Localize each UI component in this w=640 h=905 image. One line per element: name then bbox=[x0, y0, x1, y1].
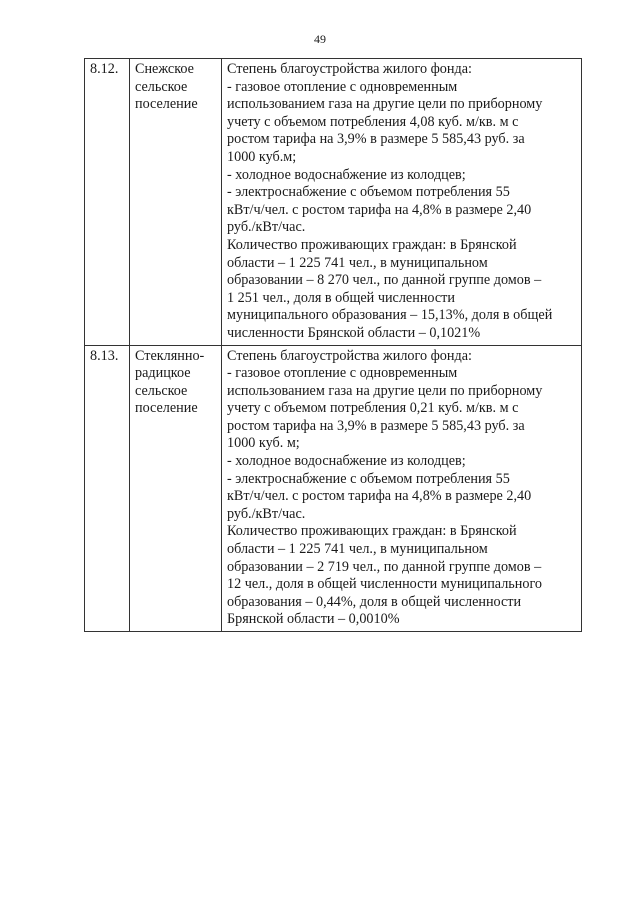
description-line: - электроснабжение с объемом потребления 55 bbox=[227, 470, 510, 487]
table-row bbox=[85, 59, 582, 346]
description-line: образовании – 2 719 чел., по данной группе домов – bbox=[227, 558, 542, 575]
description-line: ростом тарифа на 3,9% в размере 5 585,43 руб. за bbox=[227, 417, 525, 434]
description-line: - газовое отопление с одновременным bbox=[227, 78, 458, 95]
description-line: учету с объемом потребления 0,21 куб. м/кв. м с bbox=[227, 400, 519, 417]
table-row bbox=[85, 345, 582, 632]
description-line: ростом тарифа на 3,9% в размере 5 585,43 руб. за bbox=[227, 131, 525, 148]
settlement-name-line: поселение bbox=[135, 400, 198, 417]
description-cell bbox=[222, 59, 582, 346]
row-number: 8.13. bbox=[90, 347, 119, 364]
description-line: кВт/ч/чел. с ростом тарифа на 4,8% в размере 2,40 bbox=[227, 201, 532, 218]
settlement-name-line: сельское bbox=[135, 382, 188, 399]
settlement-name-line: Стеклянно- bbox=[135, 347, 205, 364]
description-line: области – 1 225 741 чел., в муниципальном bbox=[227, 254, 488, 271]
description-line: области – 1 225 741 чел., в муниципальном bbox=[227, 541, 488, 558]
description-line: 12 чел., доля в общей численности муниципального bbox=[227, 576, 543, 593]
description-line: 1000 куб. м; bbox=[227, 435, 300, 452]
description-line: руб./кВт/час. bbox=[227, 219, 306, 236]
settlements-table bbox=[84, 58, 582, 632]
row-number: 8.12. bbox=[90, 61, 119, 77]
description-line: Количество проживающих граждан: в Брянской bbox=[227, 523, 517, 540]
description-line: - электроснабжение с объемом потребления 55 bbox=[227, 184, 510, 201]
settlement-name-cell bbox=[130, 59, 222, 346]
description-line: - холодное водоснабжение из колодцев; bbox=[227, 453, 466, 470]
settlement-name-line: Снежское bbox=[135, 61, 194, 77]
description-line: руб./кВт/час. bbox=[227, 505, 306, 522]
table-body bbox=[85, 59, 582, 632]
settlement-name-line: радицкое bbox=[135, 365, 191, 382]
row-number-cell bbox=[85, 345, 130, 632]
description-line: учету с объемом потребления 4,08 куб. м/кв. м с bbox=[227, 113, 519, 130]
settlement-name-line: сельское bbox=[135, 78, 188, 95]
description-line: кВт/ч/чел. с ростом тарифа на 4,8% в размере 2,40 bbox=[227, 488, 532, 505]
settlement-name-line: поселение bbox=[135, 96, 198, 113]
row-number-cell bbox=[85, 59, 130, 346]
description-line: Количество проживающих граждан: в Брянской bbox=[227, 236, 517, 253]
settlement-name-cell bbox=[130, 345, 222, 632]
description-line: Степень благоустройства жилого фонда: bbox=[227, 347, 472, 364]
description-line: численности Брянской области – 0,1021% bbox=[227, 324, 481, 341]
description-line: образовании – 8 270 чел., по данной группе домов – bbox=[227, 272, 542, 289]
description-line: 1000 куб.м; bbox=[227, 148, 297, 165]
description-line: 1 251 чел., доля в общей численности bbox=[227, 289, 455, 306]
description-cell bbox=[222, 345, 582, 632]
description-line: использованием газа на другие цели по приборному bbox=[227, 96, 543, 113]
description-line: муниципального образования – 15,13%, доля в общей bbox=[227, 307, 553, 324]
description-line: использованием газа на другие цели по приборному bbox=[227, 382, 543, 399]
description-line: - газовое отопление с одновременным bbox=[227, 365, 458, 382]
description-line: образования – 0,44%, доля в общей численности bbox=[227, 593, 522, 610]
page-number: 49 bbox=[314, 32, 326, 46]
description-line: Брянской области – 0,0010% bbox=[227, 611, 400, 628]
description-line: - холодное водоснабжение из колодцев; bbox=[227, 166, 466, 183]
description-line: Степень благоустройства жилого фонда: bbox=[227, 61, 472, 77]
